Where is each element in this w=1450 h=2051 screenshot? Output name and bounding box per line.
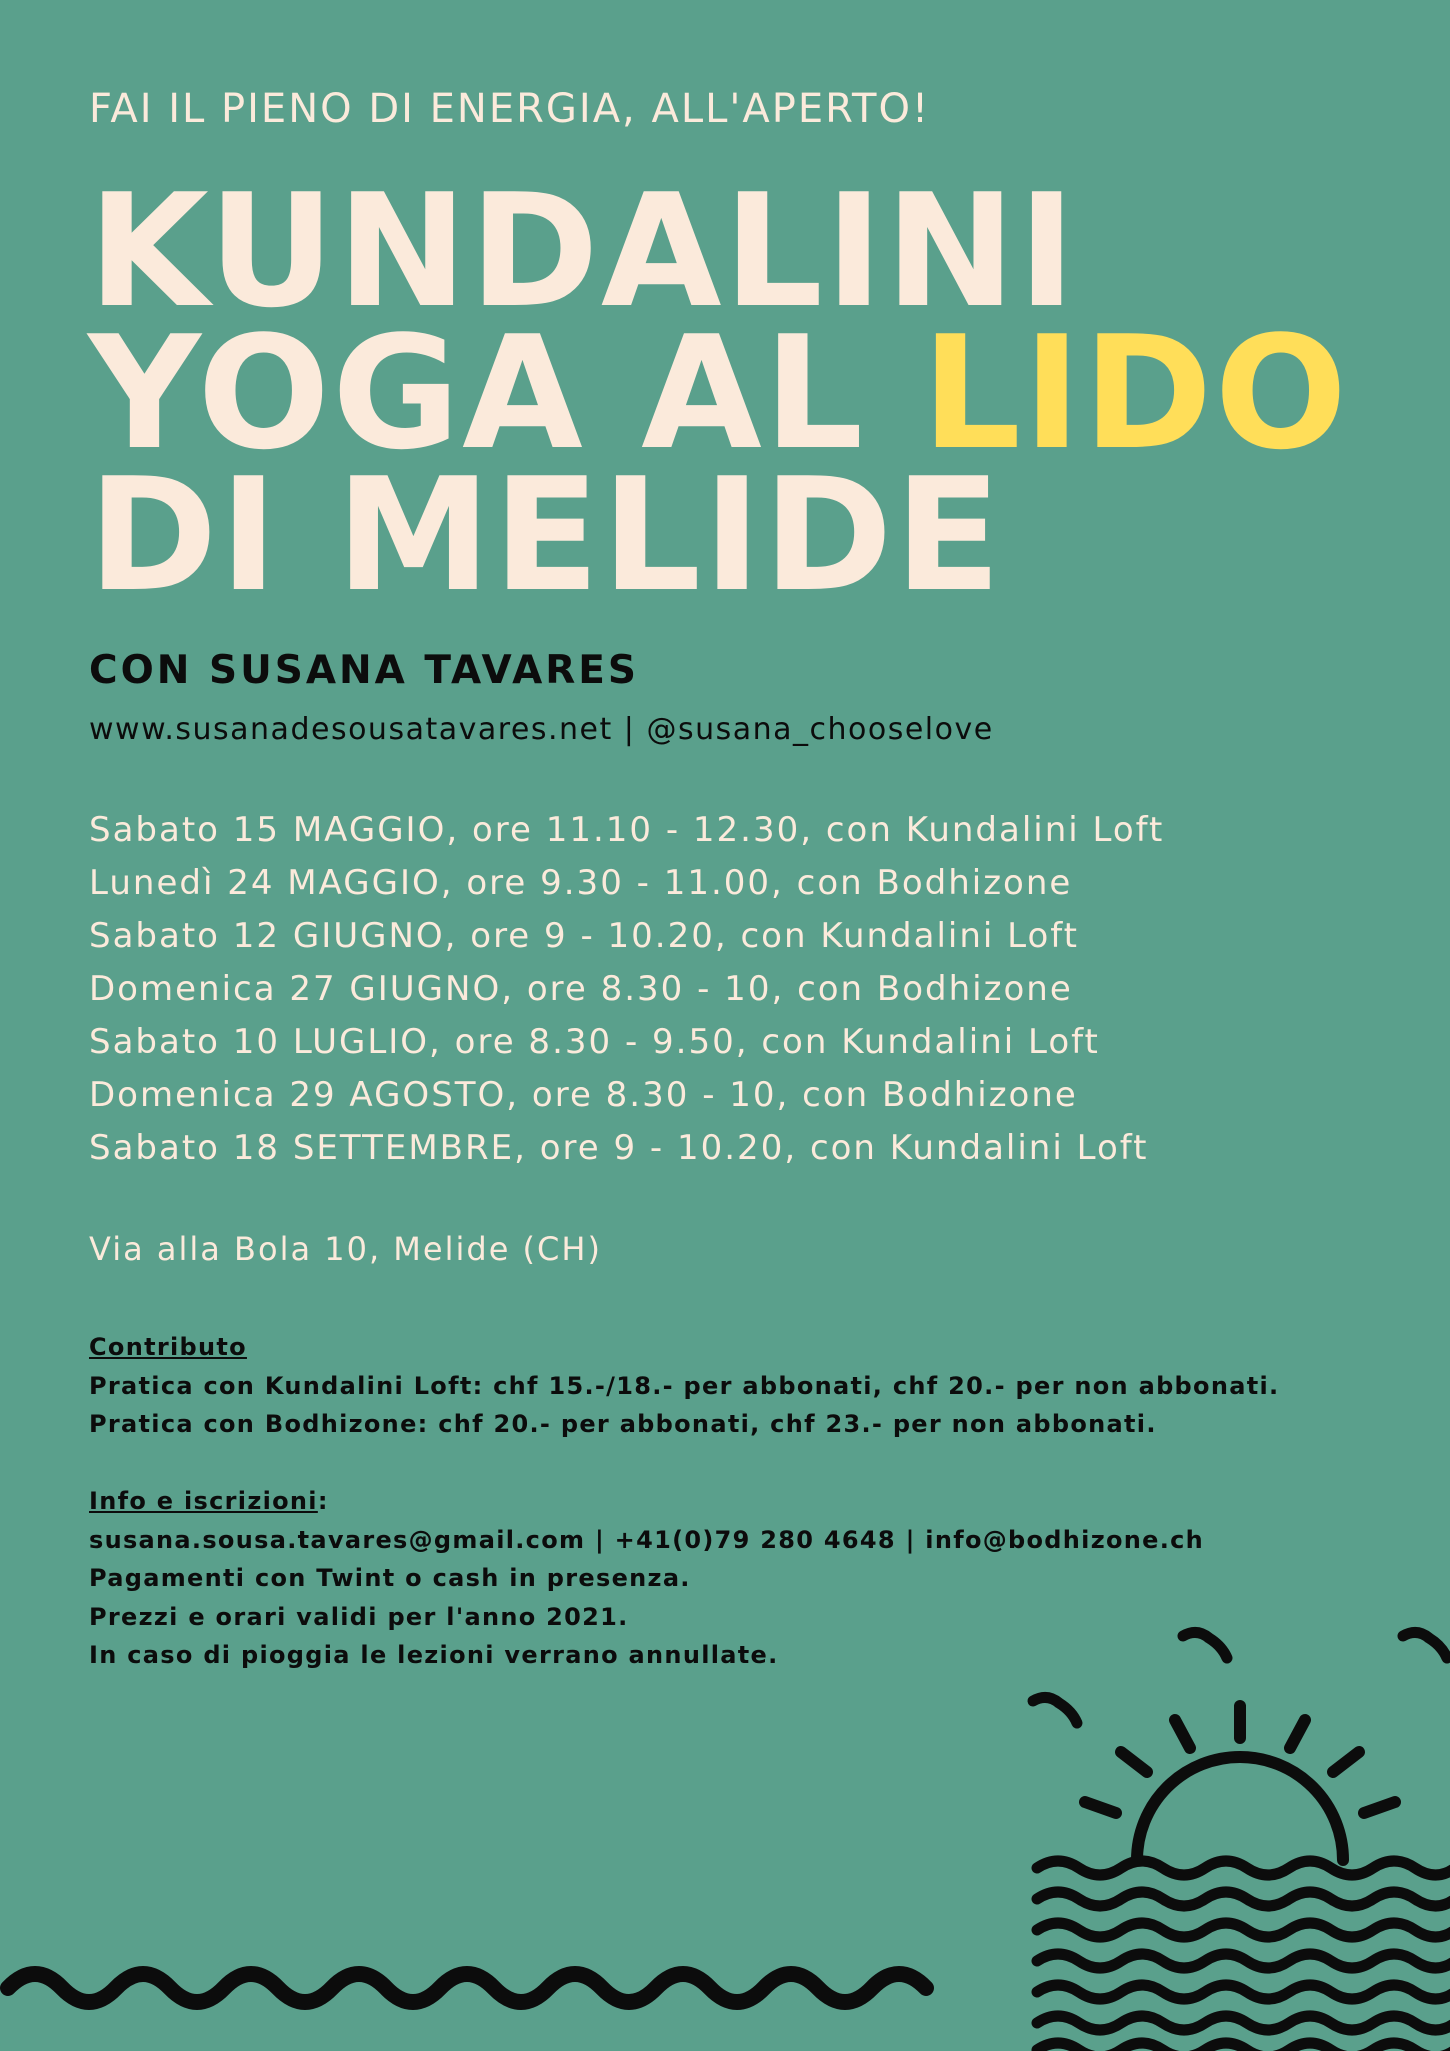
wavy-line-icon — [8, 1974, 926, 2002]
address: Via alla Bola 10, Melide (CH) — [89, 1230, 602, 1268]
wave-line — [1037, 2016, 1450, 2030]
sun-ray — [1364, 1802, 1395, 1813]
info-contacts: susana.sousa.tavares@gmail.com | +41(0)79 280 4648 | info@bodhizone.ch — [89, 1525, 1205, 1554]
info-line: Pagamenti con Twint o cash in presenza. — [89, 1564, 691, 1592]
headline-accent-lido: LIDO — [921, 302, 1350, 484]
host-name: CON SUSANA TAVARES — [89, 648, 640, 693]
info-line: Prezzi e orari validi per l'anno 2021. — [89, 1602, 629, 1631]
info-heading-suffix: : — [317, 1487, 329, 1515]
headline-line-3: DI MELIDE — [88, 444, 1004, 626]
bird-icon — [1403, 1632, 1447, 1658]
schedule-item: Domenica 29 AGOSTO, ore 8.30 - 10, con Bodhizone — [89, 1075, 1078, 1115]
schedule-item: Sabato 15 MAGGIO, ore 11.10 - 12.30, con Kundalini Loft — [89, 810, 1165, 850]
wave-line — [1037, 1985, 1450, 1999]
sun-over-waves-icon — [1033, 1632, 1450, 2051]
sun-ray — [1121, 1752, 1147, 1772]
headline-line-1: KUNDALINI — [88, 160, 1078, 342]
sun-ray — [1175, 1720, 1190, 1748]
sun-ray — [1333, 1752, 1359, 1772]
tagline: FAI IL PIENO DI ENERGIA, ALL'APERTO! — [89, 86, 931, 132]
schedule-item: Sabato 10 LUGLIO, ore 8.30 - 9.50, con Kundalini Loft — [89, 1022, 1100, 1062]
wave-line — [1037, 1892, 1450, 1906]
schedule-item: Lunedì 24 MAGGIO, ore 9.30 - 11.00, con Bodhizone — [89, 863, 1073, 903]
schedule-item: Domenica 27 GIUGNO, ore 8.30 - 10, con Bodhizone — [89, 969, 1073, 1009]
website-and-social: www.susanadesousatavares.net | @susana_chooselove — [89, 712, 994, 747]
info-heading: Info e iscrizioni — [89, 1487, 318, 1515]
wave-line — [1037, 1923, 1450, 1937]
sun-disc — [1137, 1757, 1343, 1860]
schedule-item: Sabato 12 GIUGNO, ore 9 - 10.20, con Kundalini Loft — [89, 916, 1080, 956]
contribution-heading: Contributo — [89, 1333, 247, 1361]
bird-icon — [1183, 1632, 1227, 1658]
sun-ray — [1290, 1720, 1305, 1748]
wave-line — [1037, 1861, 1450, 1875]
schedule-item: Sabato 18 SETTEMBRE, ore 9 - 10.20, con Kundalini Loft — [89, 1128, 1149, 1168]
sun-ray — [1085, 1802, 1116, 1813]
wave-line — [1037, 1954, 1450, 1968]
headline-line-2-prefix: YOGA AL — [88, 302, 922, 484]
contribution-line: Pratica con Kundalini Loft: chf 15.-/18.- per abbonati, chf 20.- per non abbonati. — [89, 1371, 1280, 1400]
info-line: In caso di pioggia le lezioni verrano annullate. — [89, 1641, 779, 1669]
contribution-line: Pratica con Bodhizone: chf 20.- per abbonati, chf 23.- per non abbonati. — [89, 1410, 1157, 1438]
bird-icon — [1033, 1697, 1077, 1723]
wave-line — [1037, 2043, 1450, 2051]
